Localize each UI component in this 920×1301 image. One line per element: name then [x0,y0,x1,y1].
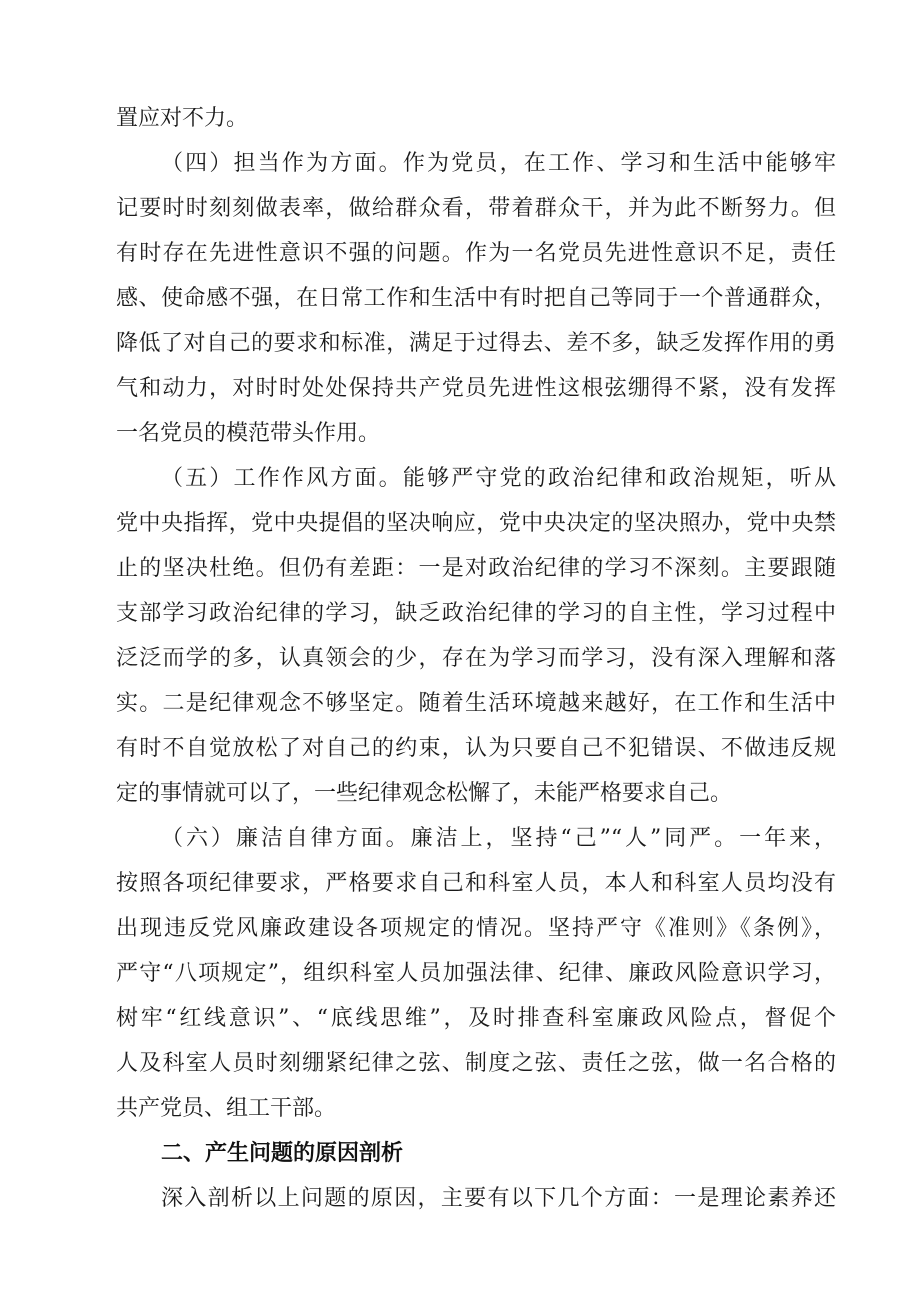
paragraph-first-line: 深入剖析以上问题的原因，主要有以下几个方面：一是理论素养还 [161,1186,836,1211]
text-line: 按照各项纪律要求，严格要求自己和科室人员，本人和科室人员均没有 [116,871,836,896]
text-line: 一名党员的模范带头作用。 [116,421,381,446]
text-line: 严守“八项规定”，组织科室人员加强法律、纪律、廉政风险意识学习， [116,961,836,986]
text-line: 置应对不力。 [116,106,249,131]
text-line: 树牢“红线意识”、“底线思维”，及时排查科室廉政风险点，督促个 [116,1006,836,1031]
text-line: 实。二是纪律观念不够坚定。随着生活环境越来越好，在工作和生活中 [116,691,836,716]
paragraph-6-first-line: （六）廉洁自律方面。廉洁上，坚持“己”“人”同严。一年来， [161,826,836,851]
text-line: 记要时时刻刻做表率，做给群众看，带着群众干，并为此不断努力。但 [116,196,836,221]
text-line: 感、使命感不强，在日常工作和生活中有时把自己等同于一个普通群众， [116,286,836,311]
text-line: 人及科室人员时刻绷紧纪律之弦、制度之弦、责任之弦，做一名合格的 [116,1051,836,1076]
text-line: 共产党员、组工干部。 [116,1096,337,1121]
text-line: 有时存在先进性意识不强的问题。作为一名党员先进性意识不足，责任 [116,241,836,266]
text-line: 止的坚决杜绝。但仍有差距：一是对政治纪律的学习不深刻。主要跟随 [116,556,836,581]
text-line: 泛泛而学的多，认真领会的少，存在为学习而学习，没有深入理解和落 [116,646,836,671]
text-line: 气和动力，对时时处处保持共产党员先进性这根弦绷得不紧，没有发挥 [116,376,836,401]
paragraph-4-first-line: （四）担当作为方面。作为党员，在工作、学习和生活中能够牢 [161,151,836,176]
text-line: 党中央指挥，党中央提倡的坚决响应，党中央决定的坚决照办，党中央禁 [116,511,836,536]
text-line: 有时不自觉放松了对自己的约束，认为只要自己不犯错误、不做违反规 [116,736,836,761]
text-line: 支部学习政治纪律的学习，缺乏政治纪律的学习的自主性，学习过程中 [116,601,836,626]
section-heading: 二、产生问题的原因剖析 [161,1141,404,1166]
text-line: 降低了对自己的要求和标准，满足于过得去、差不多，缺乏发挥作用的勇 [116,331,836,356]
text-line: 定的事情就可以了，一些纪律观念松懈了，未能严格要求自己。 [116,781,733,806]
text-line: 出现违反党风廉政建设各项规定的情况。坚持严守《准则》《条例》， [116,916,836,941]
paragraph-5-first-line: （五）工作作风方面。能够严守党的政治纪律和政治规矩，听从 [161,466,836,491]
